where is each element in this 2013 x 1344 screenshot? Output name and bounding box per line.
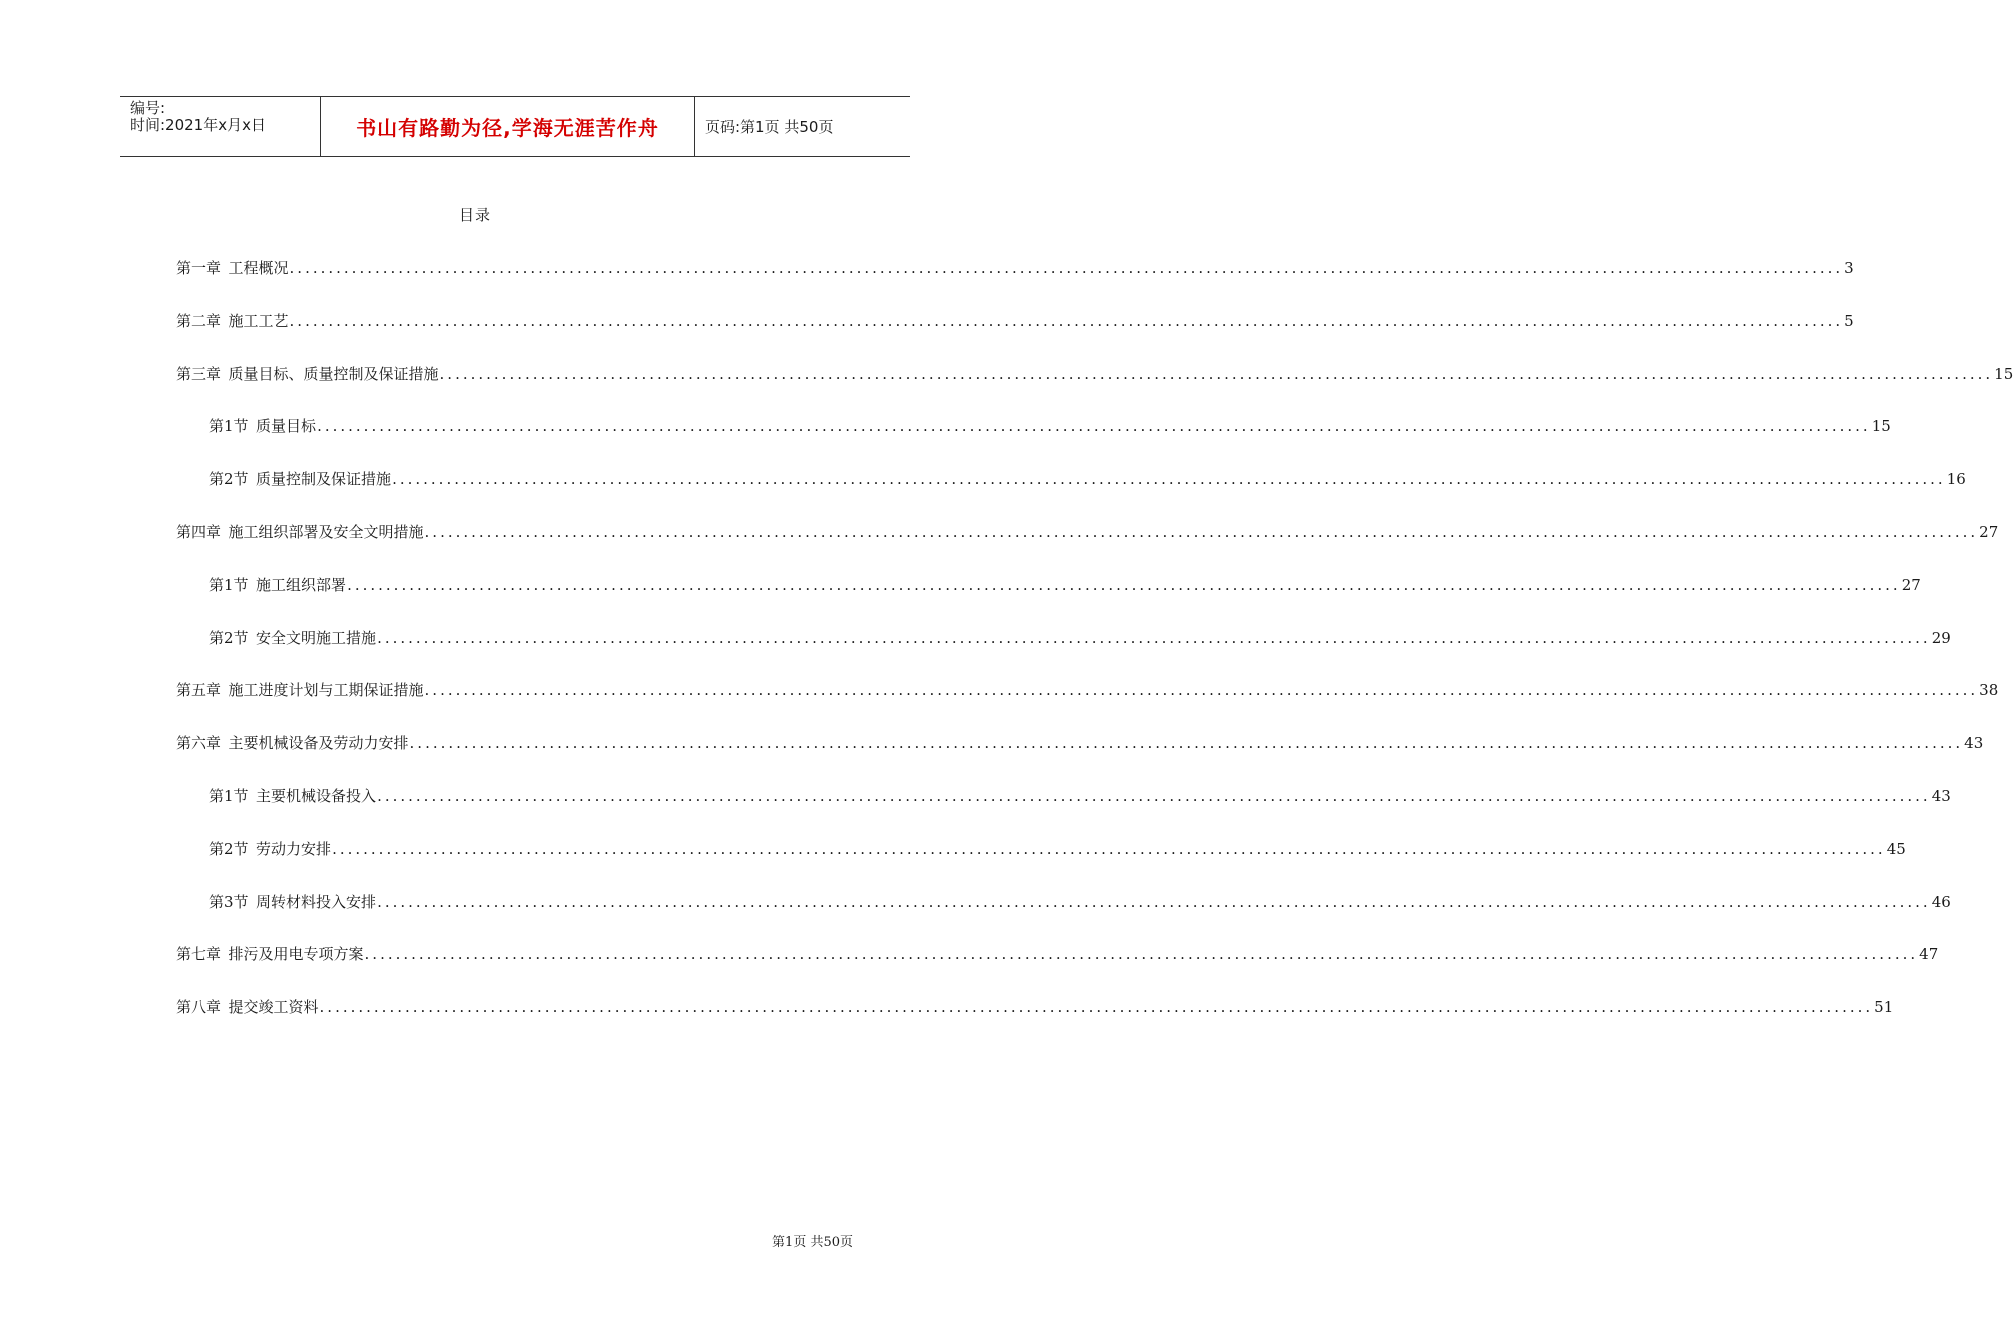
footer-page-info: 第1页 共50页	[772, 1235, 853, 1250]
toc-entry-page-number: 27	[1901, 576, 1921, 594]
toc-entry[interactable]	[209, 838, 1906, 860]
toc-entry[interactable]	[176, 943, 1939, 965]
toc-entry-title: 施工工艺	[228, 312, 289, 330]
document-time-label: 时间:2021年x月x日	[130, 116, 266, 134]
toc-entry-dot-leader: ........................................................................................................................................................................................................	[289, 312, 1844, 330]
toc-entry-number: 第二章	[176, 312, 222, 330]
toc-entry[interactable]	[176, 732, 1984, 754]
toc-entry-label	[209, 415, 316, 436]
toc-entry[interactable]	[176, 679, 1999, 701]
toc-entry-number: 第八章	[176, 998, 222, 1016]
toc-entry-number: 第五章	[176, 681, 222, 699]
toc-entry-number: 第1节	[209, 417, 249, 435]
toc-entry[interactable]	[176, 996, 1894, 1018]
toc-entry-label	[209, 574, 346, 595]
toc-entry-label	[176, 732, 409, 753]
toc-entry[interactable]	[176, 257, 1854, 279]
toc-entry-dot-leader: ........................................................................................................................................................................................................	[332, 840, 1886, 858]
header-meta-cell	[120, 97, 321, 156]
toc-entry[interactable]	[176, 310, 1854, 332]
header-motto: 书山有路勤为径,学海无涯苦作舟	[356, 116, 659, 140]
toc-entry-label	[209, 785, 376, 806]
toc-entry-title: 质量目标、质量控制及保证措施	[228, 365, 439, 383]
toc-entry-page-number: 45	[1886, 840, 1906, 858]
header-page-info: 页码:第1页 共50页	[705, 118, 834, 136]
toc-entry-title: 提交竣工资料	[228, 998, 319, 1016]
toc-entry[interactable]	[209, 415, 1891, 437]
toc-entry-dot-leader: ........................................................................................................................................................................................................	[317, 417, 1871, 435]
toc-entry[interactable]	[176, 521, 1999, 543]
toc-entry-page-number: 16	[1946, 470, 1966, 488]
toc-entry-page-number: 3	[1844, 259, 1854, 277]
toc-entry-number: 第七章	[176, 945, 222, 963]
toc-entry-label	[209, 838, 331, 859]
toc-entry-label	[176, 996, 319, 1017]
toc-entry-number: 第1节	[209, 576, 249, 594]
toc-entry-page-number: 46	[1931, 893, 1951, 911]
toc-entry-title: 劳动力安排	[256, 840, 332, 858]
toc-entry-page-number: 15	[1994, 365, 2013, 383]
toc-entry-dot-leader: ........................................................................................................................................................................................................	[319, 998, 1874, 1016]
toc-entry-dot-leader: ........................................................................................................................................................................................................	[409, 734, 1964, 752]
toc-entry-page-number: 47	[1919, 945, 1939, 963]
toc-entry-dot-leader: ........................................................................................................................................................................................................	[424, 523, 1979, 541]
toc-entry-number: 第一章	[176, 259, 222, 277]
toc-entry-label	[176, 257, 289, 278]
toc-entry-title: 主要机械设备投入	[256, 787, 377, 805]
toc-entry[interactable]	[209, 468, 1966, 490]
toc-entry-label	[176, 679, 424, 700]
toc-entry-dot-leader: ........................................................................................................................................................................................................	[392, 470, 1946, 488]
toc-entry-number: 第四章	[176, 523, 222, 541]
toc-entry-dot-leader: ........................................................................................................................................................................................................	[347, 576, 1901, 594]
toc-entry-label	[209, 891, 376, 912]
toc-entry-page-number: 29	[1931, 629, 1951, 647]
toc-entry-number: 第2节	[209, 840, 249, 858]
toc-entry-page-number: 43	[1964, 734, 1984, 752]
toc-entry-number: 第3节	[209, 893, 249, 911]
toc-entry-title: 主要机械设备及劳动力安排	[228, 734, 409, 752]
toc-entry-number: 第2节	[209, 629, 249, 647]
header-page-cell	[695, 97, 910, 156]
toc-entry[interactable]	[209, 785, 1951, 807]
toc-entry-dot-leader: ........................................................................................................................................................................................................	[289, 259, 1844, 277]
toc-entry-title: 施工组织部署及安全文明措施	[228, 523, 424, 541]
toc-entry-dot-leader: ........................................................................................................................................................................................................	[364, 945, 1919, 963]
header-motto-cell	[321, 97, 695, 156]
toc-entry-label	[209, 468, 391, 489]
toc-entry[interactable]	[209, 574, 1921, 596]
toc-entry-page-number: 43	[1931, 787, 1951, 805]
page-header	[120, 96, 910, 157]
toc-entry-title: 质量控制及保证措施	[256, 470, 392, 488]
toc-entry-dot-leader: ........................................................................................................................................................................................................	[377, 893, 1931, 911]
toc-entry-label	[176, 363, 439, 384]
toc-entry-number: 第六章	[176, 734, 222, 752]
toc-entry-title: 质量目标	[256, 417, 317, 435]
toc-entry[interactable]	[176, 363, 2013, 385]
toc-entry-page-number: 27	[1979, 523, 1999, 541]
toc-entry-dot-leader: ........................................................................................................................................................................................................	[377, 787, 1931, 805]
toc-entry-label	[176, 943, 364, 964]
toc-entry-title: 施工进度计划与工期保证措施	[228, 681, 424, 699]
toc-entry-number: 第2节	[209, 470, 249, 488]
toc-entry-number: 第三章	[176, 365, 222, 383]
toc-entry[interactable]	[209, 627, 1951, 649]
toc-entry-page-number: 15	[1871, 417, 1891, 435]
toc-entry[interactable]	[209, 891, 1951, 913]
toc-entry-number: 第1节	[209, 787, 249, 805]
toc-entry-page-number: 5	[1844, 312, 1854, 330]
document-number-label: 编号:	[130, 99, 166, 117]
toc-entry-title: 周转材料投入安排	[256, 893, 377, 911]
toc-entry-title: 安全文明施工措施	[256, 629, 377, 647]
toc-entry-title: 排污及用电专项方案	[228, 945, 364, 963]
toc-entry-title: 工程概况	[228, 259, 289, 277]
toc-entry-page-number: 51	[1874, 998, 1894, 1016]
toc-entry-dot-leader: ........................................................................................................................................................................................................	[377, 629, 1931, 647]
toc-entry-label	[209, 627, 376, 648]
toc-entry-label	[176, 310, 289, 331]
toc-entry-title: 施工组织部署	[256, 576, 347, 594]
toc-entry-dot-leader: ........................................................................................................................................................................................................	[439, 365, 1994, 383]
toc-entry-label	[176, 521, 424, 542]
toc-entry-page-number: 38	[1979, 681, 1999, 699]
toc-entry-dot-leader: ........................................................................................................................................................................................................	[424, 681, 1979, 699]
toc-title: 目录	[458, 206, 491, 224]
